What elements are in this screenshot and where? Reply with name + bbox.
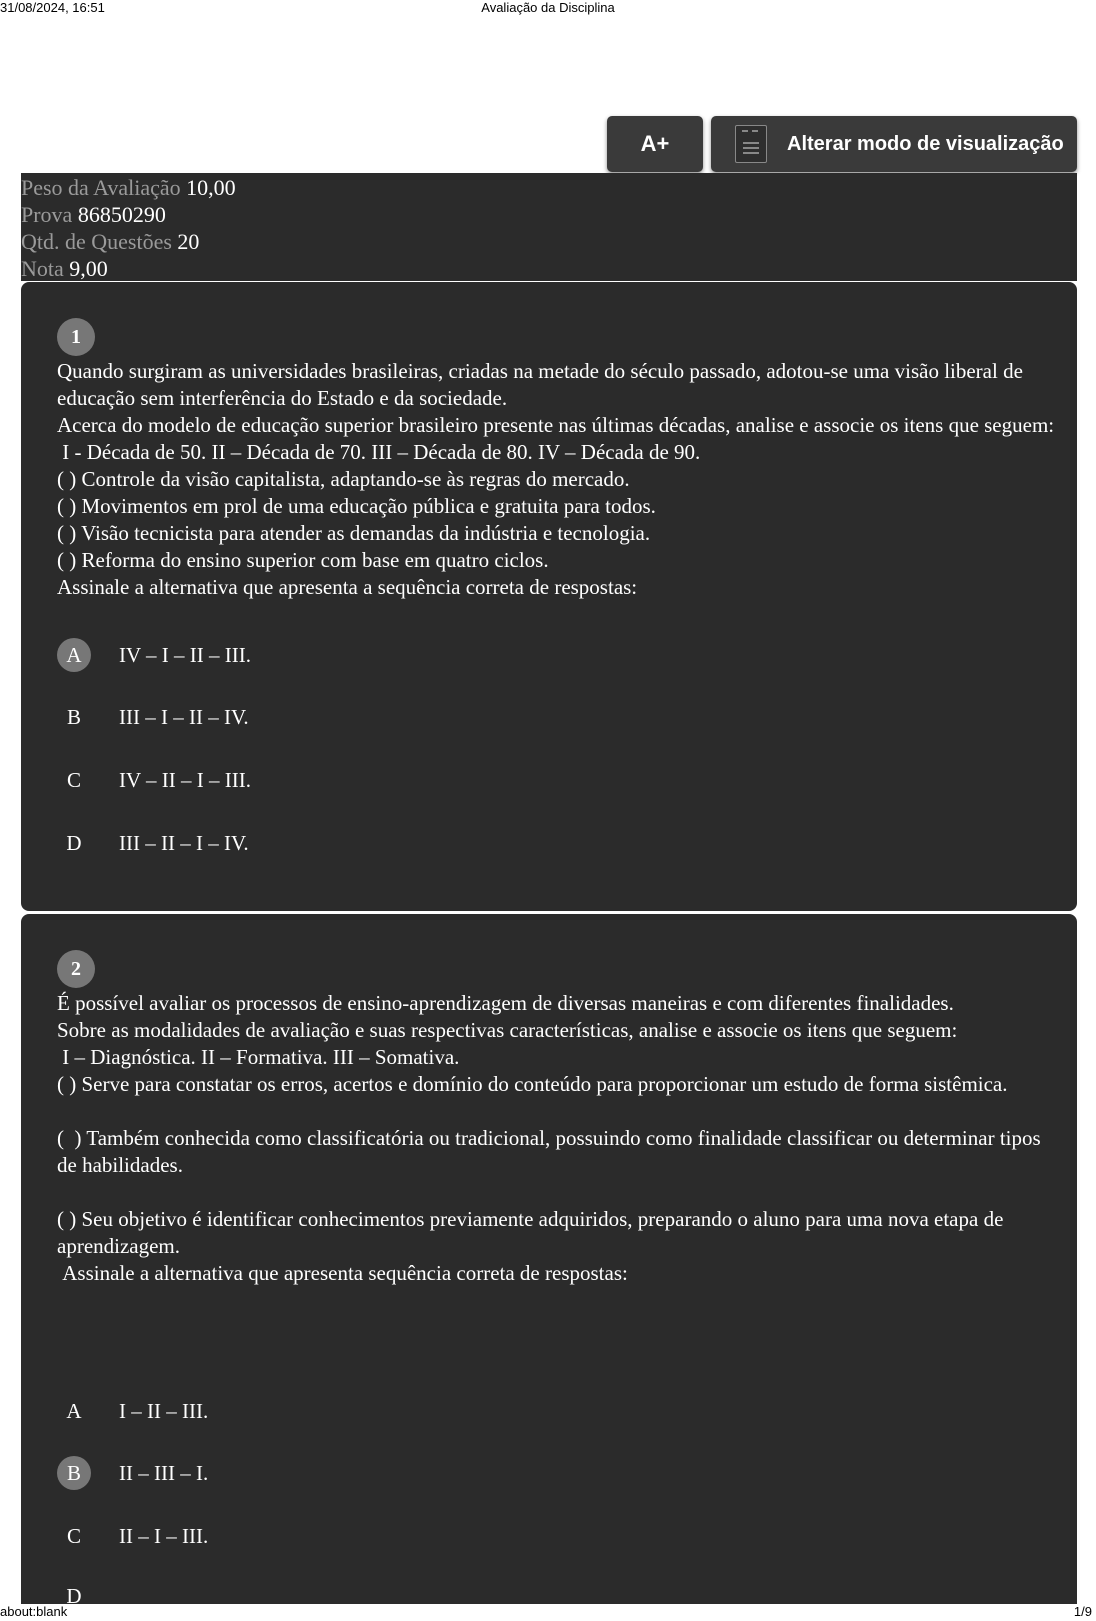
info-weight-label: Peso da Avaliação bbox=[21, 175, 181, 200]
question-line: ( ) Reforma do ensino superior com base em quatro ciclos. bbox=[57, 548, 549, 572]
alternative-text: II – I – III. bbox=[119, 1524, 209, 1548]
document-icon bbox=[735, 125, 767, 163]
info-weight-value: 10,00 bbox=[186, 175, 236, 200]
question-line: I – Diagnóstica. II – Formativa. III – Somativa. bbox=[57, 1045, 460, 1069]
line-spacer bbox=[57, 1098, 1057, 1125]
print-page-number: 1/9 bbox=[1073, 1604, 1092, 1619]
info-weight bbox=[21, 174, 1077, 201]
print-datetime: 31/08/2024, 16:51 bbox=[0, 0, 105, 15]
question-line: Assinale a alternativa que apresenta a sequência correta de respostas: bbox=[57, 575, 638, 599]
info-questions bbox=[21, 228, 1077, 255]
alternative-text: II – III – I. bbox=[119, 1461, 209, 1485]
question-line: Assinale a alternativa que apresenta sequência correta de respostas: bbox=[57, 1261, 628, 1285]
question-number-badge: 1 bbox=[57, 318, 95, 356]
alternative-letter: B bbox=[66, 704, 81, 729]
alternative-text: III – I – II – IV. bbox=[119, 705, 249, 729]
print-footer bbox=[0, 1604, 1096, 1620]
alternative-letter: D bbox=[66, 830, 82, 855]
question-line: Acerca do modelo de educação superior brasileiro presente nas últimas décadas, analise e associe os itens que seguem: bbox=[57, 413, 1055, 437]
question-line: ( ) Movimentos em prol de uma educação pública e gratuita para todos. bbox=[57, 494, 656, 518]
question-line: ( ) Também conhecida como classificatória ou tradicional, possuindo como finalidade classificar ou determinar tipos de habilidades. bbox=[57, 1126, 1046, 1177]
alternative-letter: D bbox=[66, 1583, 82, 1608]
alternative-text: IV – II – I – III. bbox=[119, 768, 251, 792]
question-card bbox=[21, 914, 1077, 1608]
exam-info-panel bbox=[21, 173, 1077, 281]
view-mode-button[interactable] bbox=[711, 116, 1077, 172]
print-url: about:blank bbox=[0, 1604, 68, 1619]
question-card bbox=[21, 282, 1077, 911]
question-number-badge: 2 bbox=[57, 950, 95, 988]
alternative-text: IV – I – II – III. bbox=[119, 643, 251, 667]
info-exam-label: Prova bbox=[21, 202, 73, 227]
question-line: ( ) Serve para constatar os erros, acertos e domínio do conteúdo para proporcionar um estudo de forma sistêmica. bbox=[57, 1072, 1008, 1096]
info-grade-value: 9,00 bbox=[69, 256, 108, 281]
question-line: ( ) Visão tecnicista para atender as demandas da indústria e tecnologia. bbox=[57, 521, 651, 545]
info-questions-label: Qtd. de Questões bbox=[21, 229, 172, 254]
view-mode-label: Alterar modo de visualização bbox=[787, 132, 1064, 155]
info-grade bbox=[21, 255, 1077, 282]
question-line: I - Década de 50. II – Década de 70. III – Década de 80. IV – Década de 90. bbox=[57, 440, 701, 464]
question-line: Quando surgiram as universidades brasileiras, criadas na metade do século passado, adotou-se uma visão liberal de educação sem interferência do Estado e da sociedade. bbox=[57, 359, 1029, 410]
line-spacer bbox=[57, 1179, 1057, 1206]
alternative-text: III – II – I – IV. bbox=[119, 831, 249, 855]
print-header bbox=[0, 0, 1096, 16]
alternative-letter: C bbox=[66, 1523, 81, 1548]
info-exam bbox=[21, 201, 1077, 228]
alternative-letter: A bbox=[66, 1398, 82, 1423]
info-exam-value: 86850290 bbox=[77, 202, 166, 227]
question-line: ( ) Seu objetivo é identificar conhecimentos previamente adquiridos, preparando o aluno para uma nova etapa de aprendizagem. bbox=[57, 1207, 1009, 1258]
question-line: Sobre as modalidades de avaliação e suas respectivas características, analise e associe os itens que seguem: bbox=[57, 1018, 958, 1042]
question-text bbox=[57, 358, 1057, 601]
info-questions-value: 20 bbox=[177, 229, 200, 254]
font-size-increase-button[interactable]: A+ bbox=[607, 116, 703, 172]
alternative-text: I – II – III. bbox=[119, 1399, 209, 1423]
alternative-letter: B bbox=[57, 1456, 91, 1490]
info-grade-label: Nota bbox=[21, 256, 64, 281]
alternative-letter: C bbox=[66, 767, 81, 792]
alternative-letter: A bbox=[57, 638, 91, 672]
question-line: ( ) Controle da visão capitalista, adaptando-se às regras do mercado. bbox=[57, 467, 630, 491]
question-text bbox=[57, 990, 1057, 1287]
question-line: É possível avaliar os processos de ensino-aprendizagem de diversas maneiras e com diferentes finalidades. bbox=[57, 991, 954, 1015]
print-page-title: Avaliação da Disciplina bbox=[481, 0, 615, 15]
